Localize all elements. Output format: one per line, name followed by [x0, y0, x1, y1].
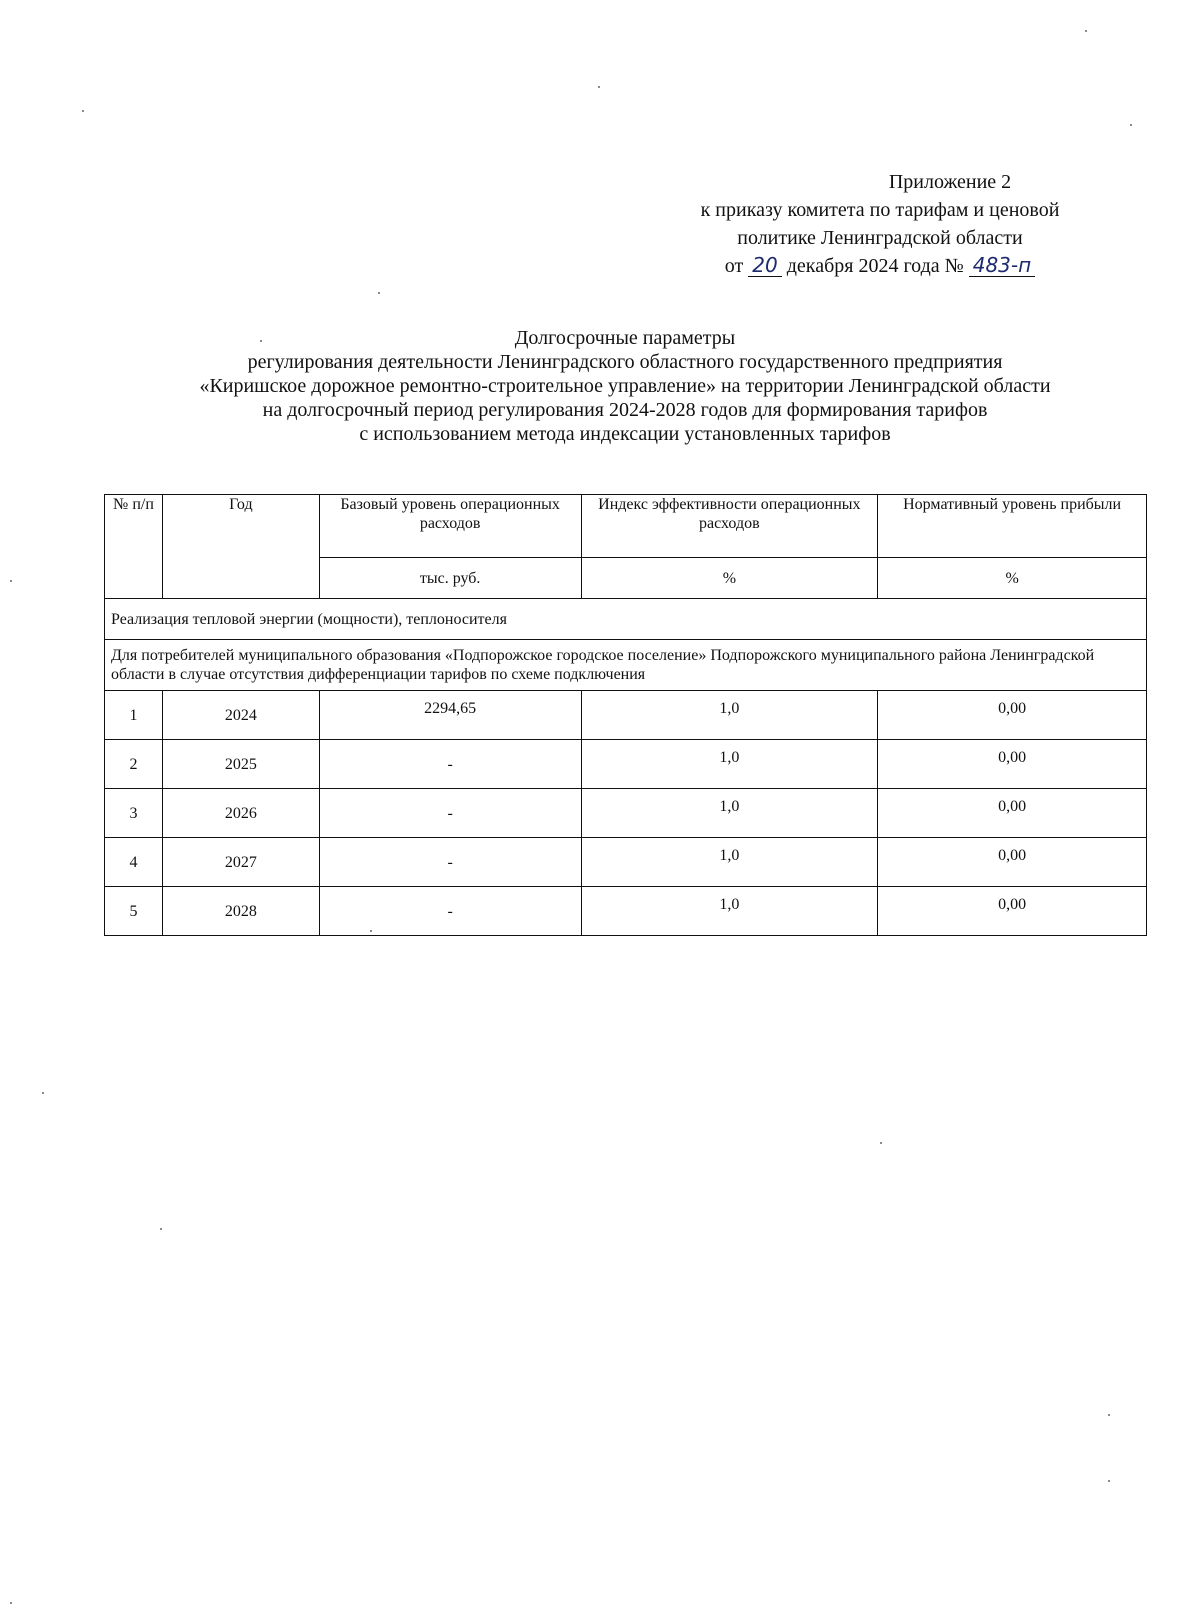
title-line-3: «Киришское дорожное ремонтно-строительное управление» на территории Ленинградской области — [199, 375, 1051, 397]
row-base-level: - — [319, 789, 581, 838]
header-year: Год — [162, 495, 319, 599]
subsection-title: Для потребителей муниципального образования «Подпорожское городское поселение» Подпорожского муниципального района Ленинградской области в случае отсутствия дифференциации тарифов по схеме подключения — [105, 640, 1147, 691]
row-num: 2 — [105, 740, 163, 789]
row-base-level: 2294,65 — [319, 691, 581, 740]
unit-base-level: тыс. руб. — [319, 558, 581, 599]
unit-profit-level: % — [878, 558, 1147, 599]
section-row — [105, 599, 1147, 640]
title-line-1: Долгосрочные параметры — [514, 327, 736, 349]
row-num: 1 — [105, 691, 163, 740]
handwritten-order-number: 483-п — [969, 254, 1035, 277]
row-efficiency-index: 1,0 — [581, 740, 878, 789]
row-base-level: - — [319, 887, 581, 936]
table-row — [105, 691, 1147, 740]
row-profit-level: 0,00 — [878, 691, 1147, 740]
header-base-level: Базовый уровень операционных расходов — [319, 495, 581, 558]
row-efficiency-index: 1,0 — [581, 838, 878, 887]
row-year: 2028 — [162, 887, 319, 936]
table-row — [105, 838, 1147, 887]
date-rest: декабря 2024 года № — [786, 255, 964, 277]
section-title: Реализация тепловой энергии (мощности), теплоносителя — [105, 599, 1147, 640]
row-efficiency-index: 1,0 — [581, 691, 878, 740]
row-base-level: - — [319, 838, 581, 887]
row-profit-level: 0,00 — [878, 887, 1147, 936]
row-year: 2027 — [162, 838, 319, 887]
header-profit-level: Нормативный уровень прибыли — [878, 495, 1147, 558]
row-profit-level: 0,00 — [878, 740, 1147, 789]
table-row — [105, 740, 1147, 789]
appendix-date-line — [650, 252, 1110, 280]
title-line-2: регулирования деятельности Ленинградского областного государственного предприятия — [247, 351, 1003, 373]
row-year: 2024 — [162, 691, 319, 740]
row-efficiency-index: 1,0 — [581, 887, 878, 936]
appendix-order-line: к приказу комитета по тарифам и ценовой — [700, 199, 1060, 221]
header-row — [105, 495, 1147, 558]
appendix-title: Приложение 2 — [888, 171, 1012, 193]
unit-efficiency-index: % — [581, 558, 878, 599]
subsection-row — [105, 640, 1147, 691]
appendix-authority-line: политике Ленинградской области — [737, 227, 1023, 249]
appendix-header — [650, 168, 1110, 280]
row-profit-level: 0,00 — [878, 789, 1147, 838]
row-efficiency-index: 1,0 — [581, 789, 878, 838]
row-year: 2025 — [162, 740, 319, 789]
row-year: 2026 — [162, 789, 319, 838]
header-num: № п/п — [105, 495, 163, 599]
header-efficiency-index: Индекс эффективности операционных расходов — [581, 495, 878, 558]
date-prefix: от — [724, 255, 744, 277]
title-line-5: с использованием метода индексации установленных тарифов — [359, 423, 891, 445]
row-profit-level: 0,00 — [878, 838, 1147, 887]
handwritten-date-day: 20 — [748, 254, 781, 277]
row-num: 5 — [105, 887, 163, 936]
table-row — [105, 887, 1147, 936]
title-line-4: на долгосрочный период регулирования 2024-2028 годов для формирования тарифов — [262, 399, 988, 421]
parameters-table — [104, 494, 1147, 936]
table-row — [105, 789, 1147, 838]
document-title — [100, 326, 1150, 446]
row-base-level: - — [319, 740, 581, 789]
row-num: 3 — [105, 789, 163, 838]
row-num: 4 — [105, 838, 163, 887]
